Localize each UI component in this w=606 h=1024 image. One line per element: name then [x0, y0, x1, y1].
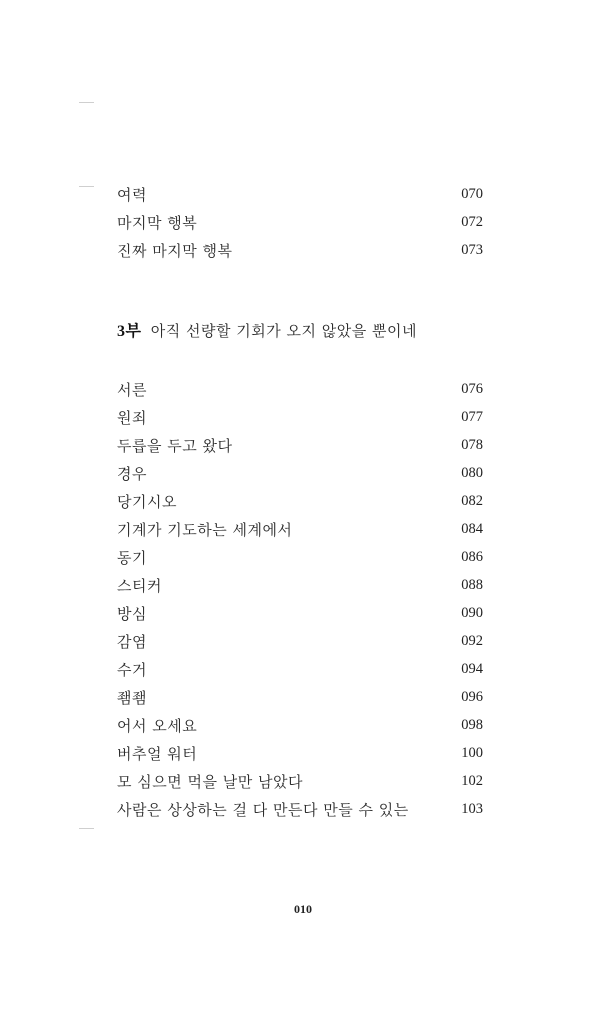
- toc-entry[interactable]: [117, 459, 483, 487]
- toc-entry[interactable]: [117, 515, 483, 543]
- toc-entry-page: 073: [461, 241, 483, 258]
- toc-entry[interactable]: [117, 767, 483, 795]
- toc-entry-page: 096: [461, 688, 483, 705]
- toc-entry-title: 두릅을 두고 왔다: [117, 436, 233, 455]
- toc-entry-page: 092: [461, 632, 483, 649]
- toc-entry[interactable]: [117, 711, 483, 739]
- toc-entry[interactable]: [117, 627, 483, 655]
- toc-entry-title: 방심: [117, 604, 147, 623]
- margin-tick-mark: [79, 828, 94, 829]
- toc-entry[interactable]: [117, 208, 483, 236]
- toc-entry[interactable]: [117, 543, 483, 571]
- toc-entry[interactable]: [117, 655, 483, 683]
- toc-entry-title: 기계가 기도하는 세계에서: [117, 520, 293, 539]
- toc-entry-title: 진짜 마지막 행복: [117, 241, 233, 260]
- toc-entry[interactable]: [117, 599, 483, 627]
- margin-tick-mark: [79, 102, 94, 103]
- page-number: 010: [294, 902, 312, 916]
- toc-entry[interactable]: [117, 180, 483, 208]
- toc-entry[interactable]: [117, 683, 483, 711]
- toc-entry-title: 동기: [117, 548, 147, 567]
- toc-entry-title: 좸좸: [117, 688, 147, 707]
- toc-entry[interactable]: [117, 571, 483, 599]
- margin-tick-mark: [79, 186, 94, 187]
- toc-entry-title: 사람은 상상하는 걸 다 만든다 만들 수 있는: [117, 800, 409, 819]
- toc-entry-title: 서른: [117, 380, 147, 399]
- toc-entry[interactable]: [117, 375, 483, 403]
- toc-entry-title: 마지막 행복: [117, 213, 198, 232]
- toc-entry-page: 098: [461, 716, 483, 733]
- toc-entry-title: 어서 오세요: [117, 716, 198, 735]
- toc-entry-page: 077: [461, 408, 483, 425]
- toc-entry-page: 070: [461, 185, 483, 202]
- toc-part-3: [117, 375, 483, 823]
- toc-entry-page: 072: [461, 213, 483, 230]
- toc-entry-page: 100: [461, 744, 483, 761]
- toc-entry-title: 모 심으면 먹을 날만 남았다: [117, 772, 303, 791]
- toc-entry[interactable]: [117, 431, 483, 459]
- toc-entry-title: 감염: [117, 632, 147, 651]
- toc-entry-title: 당기시오: [117, 492, 177, 511]
- toc-entry-page: 082: [461, 492, 483, 509]
- toc-entry-title: 수거: [117, 660, 147, 679]
- toc-entry-title: 여력: [117, 185, 147, 204]
- toc-entry[interactable]: [117, 403, 483, 431]
- toc-entry-title: 경우: [117, 464, 147, 483]
- toc-entry[interactable]: [117, 487, 483, 515]
- toc-entry-page: 102: [461, 772, 483, 789]
- toc-entry-page: 084: [461, 520, 483, 537]
- part-title: 아직 선량할 기회가 오지 않았을 뿐이네: [150, 322, 417, 340]
- toc-entry[interactable]: [117, 739, 483, 767]
- part-number: 3부: [117, 323, 142, 340]
- toc-entry[interactable]: [117, 795, 483, 823]
- toc-entry-page: 086: [461, 548, 483, 565]
- toc-section-continued: [117, 180, 483, 264]
- toc-entry[interactable]: [117, 236, 483, 264]
- toc-entry-title: 스티커: [117, 576, 162, 595]
- toc-entry-page: 103: [461, 800, 483, 817]
- toc-entry-page: 080: [461, 464, 483, 481]
- toc-entry-page: 078: [461, 436, 483, 453]
- part-heading: [117, 318, 417, 341]
- toc-entry-page: 088: [461, 576, 483, 593]
- toc-entry-page: 090: [461, 604, 483, 621]
- toc-entry-title: 원죄: [117, 408, 147, 427]
- toc-entry-title: 버추얼 워터: [117, 744, 198, 763]
- toc-entry-page: 094: [461, 660, 483, 677]
- toc-entry-page: 076: [461, 380, 483, 397]
